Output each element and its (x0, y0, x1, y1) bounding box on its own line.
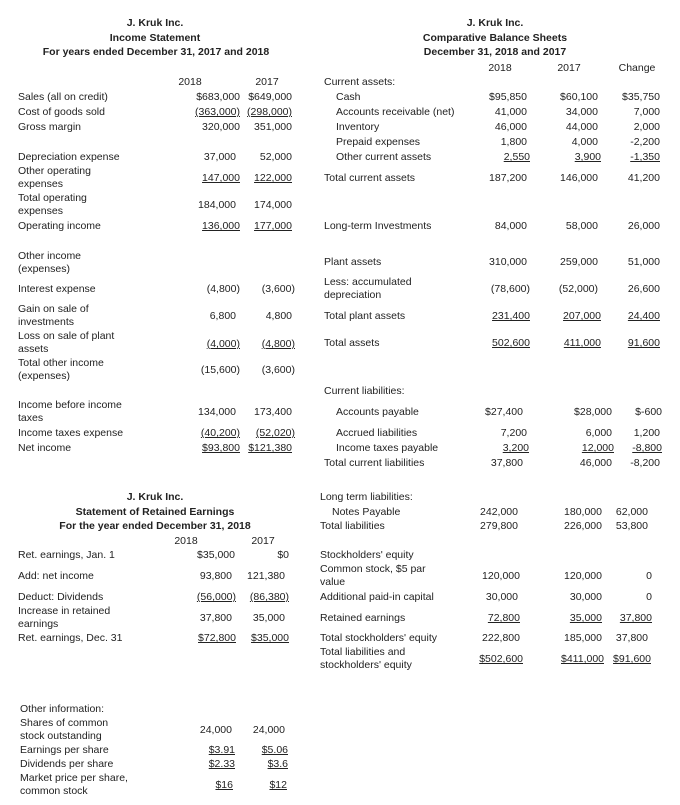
bs-row-label: Total assets (324, 337, 380, 349)
bs-eq-v2017: 35,000 (569, 612, 602, 624)
income-statement-title: Income Statement (109, 32, 201, 44)
is-row-v2018: $93,800 (202, 442, 240, 454)
oi-row-v2018: $2.33 (208, 758, 235, 770)
re-row-v2017: $0 (277, 549, 289, 561)
bs-eq-label: Total stockholders' equity (320, 632, 437, 644)
oi-row-v2018: $16 (215, 779, 233, 791)
bs-row-v2017: 259,000 (560, 256, 598, 268)
is-row-label: Depreciation expense (18, 151, 120, 163)
is-row-v2018: 136,000 (202, 220, 240, 232)
bs-row-v2017: 146,000 (560, 172, 598, 184)
is-row-v2017: 52,000 (259, 151, 292, 163)
bs-lt-v2017: 226,000 (564, 520, 602, 532)
bs-row-change: 24,400 (627, 310, 660, 322)
bs-eq-change: 37,800 (615, 632, 648, 644)
oi-row-label: Earnings per share (20, 744, 109, 756)
is-row-label: Total operating expenses (18, 192, 87, 217)
current-assets-header: Current assets: (324, 76, 396, 88)
bs-lt-label: Total liabilities (320, 520, 385, 532)
is-row-v2018: 184,000 (198, 199, 236, 211)
bs-row-change: $35,750 (622, 91, 660, 103)
bs-lt-change: 53,800 (615, 520, 648, 532)
bs-row-v2017: 207,000 (563, 310, 601, 322)
bs-row-v2017: 4,000 (571, 136, 598, 148)
is-row-v2017: (4,800) (261, 338, 295, 350)
bs-row-v2017: (52,000) (558, 283, 598, 295)
bs-eq-label: Common stock, $5 par value (320, 563, 426, 588)
is-row-label: Operating income (18, 220, 101, 232)
bs-row-label: Plant assets (324, 256, 382, 268)
re-row-v2018: $72,800 (198, 632, 236, 644)
bs-row-change: 2,000 (633, 121, 660, 133)
re-row-label: Add: net income (18, 570, 94, 582)
bs-row-change: 26,000 (627, 220, 660, 232)
retained-earnings-period: For the year ended December 31, 2018 (59, 520, 251, 532)
bs-col-2017: 2017 (557, 62, 581, 74)
bs-row-v2018: 84,000 (494, 220, 527, 232)
bs-row-change: 41,200 (627, 172, 660, 184)
bs-eq-label: Total liabilities and stockholders' equity (320, 646, 412, 671)
is-row-v2018: 134,000 (198, 406, 236, 418)
is-row-label: Gain on sale of investments (18, 303, 89, 328)
bs-eq-v2018: $502,600 (479, 653, 523, 665)
bs-lt-label: Notes Payable (332, 506, 401, 518)
bs-lt-change: 62,000 (615, 506, 648, 518)
is-row-label: Other income (expenses) (18, 250, 82, 275)
is-row-label: Gross margin (18, 121, 82, 133)
bs-liab-v2017: $28,000 (574, 406, 612, 418)
bs-liab-v2017: 6,000 (585, 427, 612, 439)
bs-row-v2018: (78,600) (490, 283, 530, 295)
bs-eq-v2018: 120,000 (482, 570, 520, 582)
re-row-v2017: (86,380) (249, 591, 289, 603)
is-row-v2018: 6,800 (209, 310, 236, 322)
bs-liab-change: -8,800 (632, 442, 662, 454)
bs-liab-label: Total current liabilities (324, 457, 425, 469)
bs-row-v2017: 34,000 (565, 106, 598, 118)
bs-liab-change: $-600 (635, 406, 662, 418)
bs-liab-label: Accrued liabilities (336, 427, 418, 439)
is-row-label: Other operating expenses (18, 165, 91, 190)
oi-row-v2018: 24,000 (199, 724, 232, 736)
bs-eq-v2017: $411,000 (560, 653, 604, 665)
re-row-v2018: (56,000) (196, 591, 236, 603)
bs-row-v2017: 3,900 (574, 151, 601, 163)
is-row-v2017: $121,380 (248, 442, 292, 454)
is-row-v2017: (3,600) (261, 283, 295, 295)
bs-row-label: Accounts receivable (net) (336, 106, 455, 118)
is-row-label: Loss on sale of plant assets (18, 330, 115, 355)
is-row-v2018: (4,000) (206, 338, 240, 350)
balance-sheet-company: J. Kruk Inc. (466, 17, 524, 29)
bs-row-v2018: 231,400 (492, 310, 530, 322)
is-row-v2018: (4,800) (206, 283, 240, 295)
is-row-v2017: 174,000 (254, 199, 292, 211)
is-row-label: Sales (all on credit) (18, 91, 108, 103)
bs-liab-v2018: 37,800 (490, 457, 523, 469)
bs-eq-change: 0 (646, 591, 652, 603)
long-term-liabilities-header: Long term liabilities: (320, 491, 413, 503)
is-row-v2017: 4,800 (265, 310, 292, 322)
bs-lt-v2018: 279,800 (480, 520, 518, 532)
is-row-v2017: 122,000 (254, 172, 292, 184)
income-statement-company: J. Kruk Inc. (126, 17, 184, 29)
oi-row-label: Dividends per share (20, 758, 114, 770)
bs-liab-label: Accounts payable (336, 406, 419, 418)
bs-row-v2018: 2,550 (503, 151, 530, 163)
is-row-label: Cost of goods sold (18, 106, 105, 118)
is-row-v2017: 351,000 (254, 121, 292, 133)
re-row-v2017: 121,380 (247, 570, 285, 582)
current-liabilities-header: Current liabilities: (324, 385, 405, 397)
bs-eq-change: 0 (646, 570, 652, 582)
bs-eq-v2017: 120,000 (564, 570, 602, 582)
re-row-label: Ret. earnings, Dec. 31 (18, 632, 123, 644)
bs-eq-change: 37,800 (619, 612, 652, 624)
re-row-v2018: 37,800 (199, 612, 232, 624)
bs-row-v2018: $95,850 (489, 91, 527, 103)
oi-row-v2017: $12 (269, 779, 287, 791)
is-row-v2018: 147,000 (202, 172, 240, 184)
bs-liab-v2018: 7,200 (500, 427, 527, 439)
is-row-v2018: (15,600) (200, 364, 240, 376)
income-statement-period: For years ended December 31, 2017 and 2018 (42, 46, 270, 58)
is-row-v2017: (52,020) (255, 427, 295, 439)
oi-row-v2018: $3.91 (208, 744, 235, 756)
bs-row-v2018: 46,000 (494, 121, 527, 133)
is-row-label: Total other income (expenses) (18, 357, 104, 382)
bs-liab-change: -8,200 (630, 457, 660, 469)
income-col-2017: 2017 (255, 76, 279, 88)
retained-earnings-company: J. Kruk Inc. (126, 491, 184, 503)
bs-row-label: Total plant assets (324, 310, 406, 322)
bs-liab-v2017: 46,000 (579, 457, 612, 469)
re-row-label: Increase in retained earnings (18, 605, 111, 630)
bs-row-v2018: 41,000 (494, 106, 527, 118)
bs-row-label: Prepaid expenses (336, 136, 421, 148)
bs-row-change: 91,600 (627, 337, 660, 349)
bs-row-label: Cash (336, 91, 361, 103)
is-row-v2017: (3,600) (261, 364, 295, 376)
is-row-v2018: 320,000 (202, 121, 240, 133)
bs-row-v2018: 310,000 (489, 256, 527, 268)
bs-row-label: Inventory (336, 121, 380, 133)
bs-row-v2017: $60,100 (560, 91, 598, 103)
bs-eq-v2017: 30,000 (569, 591, 602, 603)
bs-eq-label: Retained earnings (320, 612, 406, 624)
is-row-label: Income before income taxes (18, 399, 122, 424)
bs-liab-label: Income taxes payable (336, 442, 439, 454)
is-row-v2018: (40,200) (200, 427, 240, 439)
re-row-v2018: 93,800 (199, 570, 232, 582)
bs-eq-v2017: 185,000 (564, 632, 602, 644)
oi-row-label: Market price per share, common stock (20, 772, 128, 797)
bs-eq-v2018: 222,800 (482, 632, 520, 644)
is-row-label: Net income (18, 442, 72, 454)
bs-row-change: 26,600 (627, 283, 660, 295)
is-row-label: Interest expense (18, 283, 96, 295)
re-col-2017: 2017 (251, 535, 275, 547)
other-info-header: Other information: (20, 703, 105, 715)
bs-row-label: Long-term Investments (324, 220, 432, 232)
bs-row-label: Other current assets (336, 151, 432, 163)
is-row-v2017: $649,000 (248, 91, 292, 103)
bs-row-v2018: 502,600 (492, 337, 530, 349)
stockholders-equity-header: Stockholders' equity (320, 549, 414, 561)
is-row-label: Income taxes expense (18, 427, 124, 439)
re-row-v2017: 35,000 (252, 612, 285, 624)
is-row-v2018: $683,000 (196, 91, 240, 103)
is-row-v2017: (298,000) (247, 106, 292, 118)
bs-row-change: 51,000 (627, 256, 660, 268)
is-row-v2018: (363,000) (195, 106, 240, 118)
bs-row-v2018: 187,200 (489, 172, 527, 184)
bs-lt-v2017: 180,000 (564, 506, 602, 518)
re-row-label: Deduct: Dividends (18, 591, 104, 603)
bs-row-label: Less: accumulated depreciation (324, 276, 412, 301)
bs-eq-v2018: 72,800 (487, 612, 520, 624)
bs-row-v2018: 1,800 (500, 136, 527, 148)
bs-liab-v2018: 3,200 (502, 442, 529, 454)
bs-row-v2017: 411,000 (563, 337, 601, 349)
is-row-v2018: 37,000 (203, 151, 236, 163)
bs-eq-change: $91,600 (613, 653, 651, 665)
bs-row-change: -1,350 (630, 151, 660, 163)
bs-eq-v2018: 30,000 (485, 591, 518, 603)
bs-col-2018: 2018 (488, 62, 512, 74)
re-row-v2018: $35,000 (197, 549, 235, 561)
balance-sheet-period: December 31, 2018 and 2017 (423, 46, 567, 58)
re-row-v2017: $35,000 (251, 632, 289, 644)
oi-row-v2017: 24,000 (252, 724, 285, 736)
oi-row-label: Shares of common stock outstanding (20, 717, 109, 742)
bs-col-change: Change (618, 62, 656, 74)
balance-sheet-title: Comparative Balance Sheets (422, 32, 568, 44)
oi-row-v2017: $3.6 (267, 758, 288, 770)
income-col-2018: 2018 (178, 76, 202, 88)
bs-liab-v2017: 12,000 (581, 442, 614, 454)
bs-liab-v2018: $27,400 (485, 406, 523, 418)
oi-row-v2017: $5.06 (261, 744, 288, 756)
bs-row-change: -2,200 (630, 136, 660, 148)
bs-eq-label: Additional paid-in capital (320, 591, 434, 603)
is-row-v2017: 177,000 (254, 220, 292, 232)
bs-row-change: 7,000 (633, 106, 660, 118)
bs-liab-change: 1,200 (633, 427, 660, 439)
re-col-2018: 2018 (174, 535, 198, 547)
bs-row-v2017: 58,000 (565, 220, 598, 232)
is-row-v2017: 173,400 (254, 406, 292, 418)
bs-row-v2017: 44,000 (565, 121, 598, 133)
bs-lt-v2018: 242,000 (480, 506, 518, 518)
retained-earnings-title: Statement of Retained Earnings (75, 506, 235, 518)
re-row-label: Ret. earnings, Jan. 1 (18, 549, 115, 561)
bs-row-label: Total current assets (324, 172, 416, 184)
